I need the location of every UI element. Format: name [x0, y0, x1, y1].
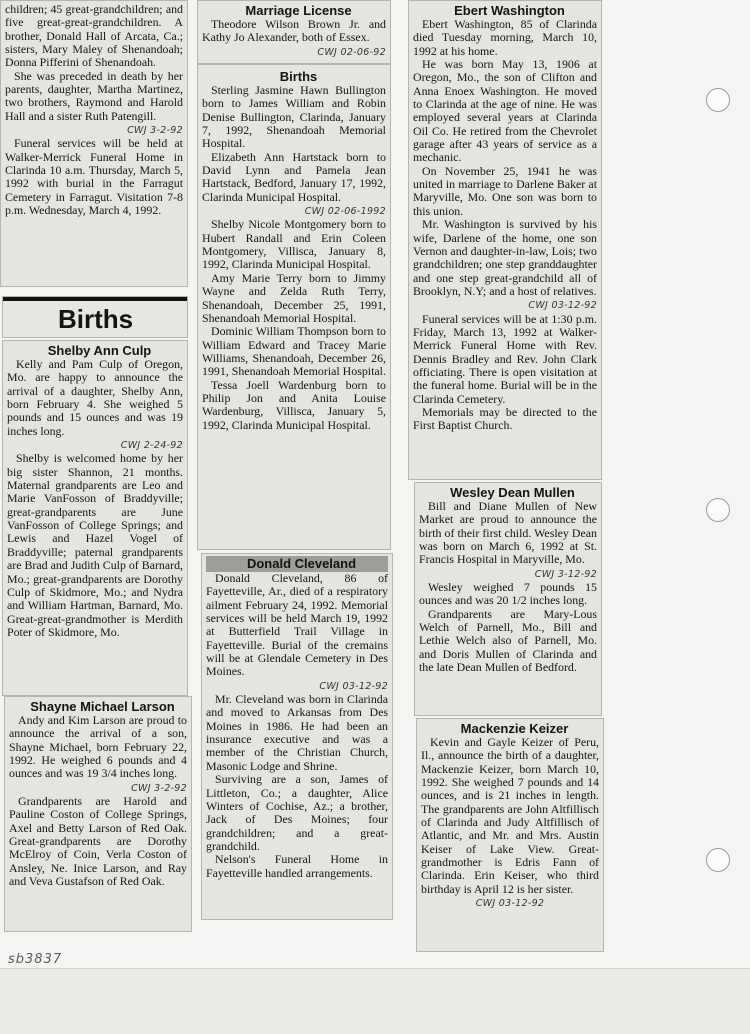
obituary-paragraph: Mr. Washington is survived by his wife, Darlene of the home, one son Vernon and daughter-in-law, Lois; two grandchildren; one step granddaughter and one step great-grandchild all of Brooklyn, N.Y; and a host of relatives.	[413, 217, 597, 298]
announcement-paragraph: Wesley weighed 7 pounds 15 ounces and was 20 1/2 inches long.	[419, 580, 597, 608]
section-title: Births	[279, 69, 318, 84]
birth-entry: Elizabeth Ann Hartstack born to David Lynn and Pamela Jean Hartstack, Bedford, January 17, 1992, Clarinda Municipal Hospital.	[202, 149, 386, 204]
announcement-paragraph: Kevin and Gayle Keizer of Peru, Il., announce the birth of a daughter, Mackenzie Keizer, born March 10, 1992. She weighed 7 pounds and 14 ounces, and is 21 inches in length. The grandparents are John Altfillisch of Clarinda and Judy Altfillisch of Atlantic, and Mr. and Mrs. Austin Keiser of Lake View. Great-grandmother is Edris Fann of Clarinda. Erin Keiser, who third birthday is April 12 is her sister.	[421, 735, 599, 896]
obituary-paragraph: Memorials may be directed to the First Baptist Church.	[413, 404, 597, 433]
handwritten-date-note: CWJ 2-24-92	[120, 440, 183, 452]
handwritten-date-note: CWJ 3-12-92	[534, 568, 597, 580]
obit-paragraph: children; 45 great-grandchildren; and five great-great-grandchildren. A brother, Donald Hall of Arcata, Ca.; sisters, Mary Maley of Shenandoah; Donna Pifferini of Shenandoah.	[5, 2, 183, 70]
license-paragraph: Theodore Wilson Brown Jr. and Kathy Jo Alexander, both of Essex.	[202, 17, 386, 45]
clipping-wesley-dean-mullen	[414, 482, 602, 716]
page-fold-strip	[0, 968, 750, 1034]
clipping-mackenzie-keizer	[416, 718, 604, 952]
clipping-shayne-michael-larson	[4, 696, 192, 932]
births-banner-heading: Births	[3, 297, 187, 338]
announcement-paragraph: Kelly and Pam Culp of Oregon, Mo. are happy to announce the arrival of a daughter, Shelby Ann, born February 4. She weighed 5 pounds and 15 ounces and was 19 inches long.	[7, 357, 183, 438]
clipping-donald-cleveland	[201, 553, 393, 920]
announcement-paragraph: Bill and Diane Mullen of New Market are proud to announce the birth of their first child. Wesley Dean was born on March 6, 1992 at St. Francis Hospital in Maryville, Mo.	[419, 499, 597, 567]
announcement-title: Mackenzie Keizer	[460, 721, 569, 736]
obituary-paragraph: He was born May 13, 1906 at Oregon, Mo., the son of Clifton and Anna Enoex Washington. He moved to Clarinda at the age of nine. He was employed several years at Clarinda Oil Co. He retired from the Chevrolet garage after 43 years of service as a mechanic.	[413, 57, 597, 165]
obituary-paragraph: Mr. Cleveland was born in Clarinda and moved to Arkansas from Des Moines in 1986. He had been an insurance executive and was a member of the Christian Church, Masonic Lodge and Shrine.	[206, 692, 388, 773]
clipping-ebert-washington	[408, 0, 602, 480]
announcement-title: Shelby Ann Culp	[47, 343, 152, 358]
clipping-shelby-ann-culp	[2, 340, 188, 696]
handwritten-date-note: CWJ 3-2-92	[127, 125, 183, 137]
clipping-births-list	[197, 64, 391, 550]
obit-paragraph: Funeral services will be held at Walker-Merrick Funeral Home in Clarinda 10 a.m. Thursday, March 5, 1992 with burial in the Farragut Cemetery in Farragut. Visitation 7-8 p.m. Wednesday, March 4, 1992.	[5, 136, 183, 218]
binder-hole-middle	[706, 498, 730, 522]
handwritten-date-note: CWJ 3-2-92	[131, 782, 187, 794]
announcement-paragraph: Andy and Kim Larson are proud to announce the arrival of a son, Shayne Michael, born February 22, 1992. He weighed 6 pounds and 4 ounces and was 19 3/4 inches long.	[9, 713, 187, 781]
obituary-paragraph: Surviving are a son, James of Littleton, Co.; a daughter, Alice Winters of Cochise, Az.; a brother, Jack of Des Moines; four grandchildren; and a great-grandchild.	[206, 772, 388, 853]
birth-entry: Tessa Joell Wardenburg born to Philip Jon and Anita Louise Wardenburg, Villisca, January 5, 1992, Clarinda Municipal Hospital.	[202, 377, 386, 432]
clipping-marriage-license	[197, 0, 391, 64]
handwritten-date-note: CWJ 03-12-92	[528, 300, 597, 312]
section-title: Marriage License	[245, 3, 352, 18]
birth-entry: Shelby Nicole Montgomery born to Hubert Randall and Erin Coleen Montgomery, Villisca, January 8, 1992, Clarinda Municipal Hospital.	[202, 217, 386, 272]
announcement-title: Wesley Dean Mullen	[450, 485, 575, 500]
announcement-paragraph: Grandparents are Mary-Lous Welch of Parnell, Mo., Bill and Lethie Welch also of Parnell, Mo. and Doris Mullen of Clarinda and the late Dean Mullen of Bedford.	[419, 606, 597, 675]
clipping-births-banner	[2, 296, 188, 338]
obituary-title: Ebert Washington	[454, 3, 565, 18]
clipping-obituary-continued	[0, 0, 188, 287]
obituary-paragraph: Nelson's Funeral Home in Fayetteville handled arrangements.	[206, 852, 388, 880]
binder-hole-bottom	[706, 848, 730, 872]
obituary-paragraph: Funeral services will be at 1:30 p.m. Friday, March 13, 1992 at Walker-Merrick Funeral Home with Rev. Dennis Bradley and Rev. John Clark officiating. There is open visitation at the funeral home. Burial will be in the Clarinda Cemetery.	[413, 311, 597, 406]
birth-entry: Amy Marie Terry born to Jimmy Wayne and Zelda Ruth Terry, Shenandoah, December 25, 1991, Shenandoah Memorial Hospital.	[202, 270, 386, 325]
announcement-paragraph: Shelby is welcomed home by her big sister Shannon, 21 months. Maternal grandparents are Leo and Marie VanFosson of Braddyville; great-grandparents are June VanFosson of College Springs; and Lewis and Hazel Vogel of Braddyville; paternal grandparents are Brad and Judith Culp of Barnard, Mo.; great-grandparents are Dorothy Culp of Skidmore, Mo.; and Nydra and William Hartman, Barnard, Mo. Great-great-grandmother is Merdith Poter of Skidmore, Mo.	[7, 451, 184, 639]
announcement-paragraph: Grandparents are Harold and Pauline Coston of College Springs, Axel and Betty Larson of Red Oak. Great-grandparents are Dorothy McElroy of Coin, Verla Coston of Ansley, Ne. Inice Larson, and Ray and Veva Gustafson of Red Oak.	[9, 794, 187, 889]
binder-hole-top	[706, 88, 730, 112]
obituary-paragraph: On November 25, 1941 he was united in marriage to Darlene Baker at Maryville, Mo. One son was born to this union.	[413, 163, 597, 218]
obituary-paragraph: Ebert Washington, 85 of Clarinda died Tuesday morning, March 10, 1992 at his home.	[413, 17, 597, 58]
handwritten-date-note: CWJ 03-12-92	[319, 680, 388, 692]
handwritten-date-note: CWJ 03-12-92	[475, 898, 545, 910]
obituary-paragraph: Donald Cleveland, 86 of Fayetteville, Ar., died of a respiratory ailment February 24, 1992. Memorial services will be held March 19, 1992 at Butterfield Trail Village in Fayetteville. Burial of the cremains will be at Glendale Cemetery in Des Moines.	[206, 571, 388, 679]
obituary-title: Donald Cleveland	[206, 556, 388, 572]
birth-entry: Sterling Jasmine Hawn Bullington born to James William and Robin Denise Bullington, Clarinda, January 7, 1992, Shenandoah Memorial Hospital.	[202, 83, 386, 151]
obit-paragraph: She was preceded in death by her parents, daughter, Martha Martinez, two brothers, Raymond and Harold Hall and a sister Ruth Patengill.	[5, 68, 183, 123]
birth-entry: Dominic William Thompson born to William Edward and Tracey Marie Williams, Shenandoah, December 26, 1991, Shenandoah Memorial Hospital.	[202, 324, 386, 379]
handwritten-date-note: CWJ 02-06-92	[317, 46, 386, 58]
handwritten-date-note: CWJ 02-06-1992	[304, 206, 386, 218]
pencil-note: sb3837	[8, 952, 63, 967]
announcement-title: Shayne Michael Larson	[30, 699, 175, 714]
